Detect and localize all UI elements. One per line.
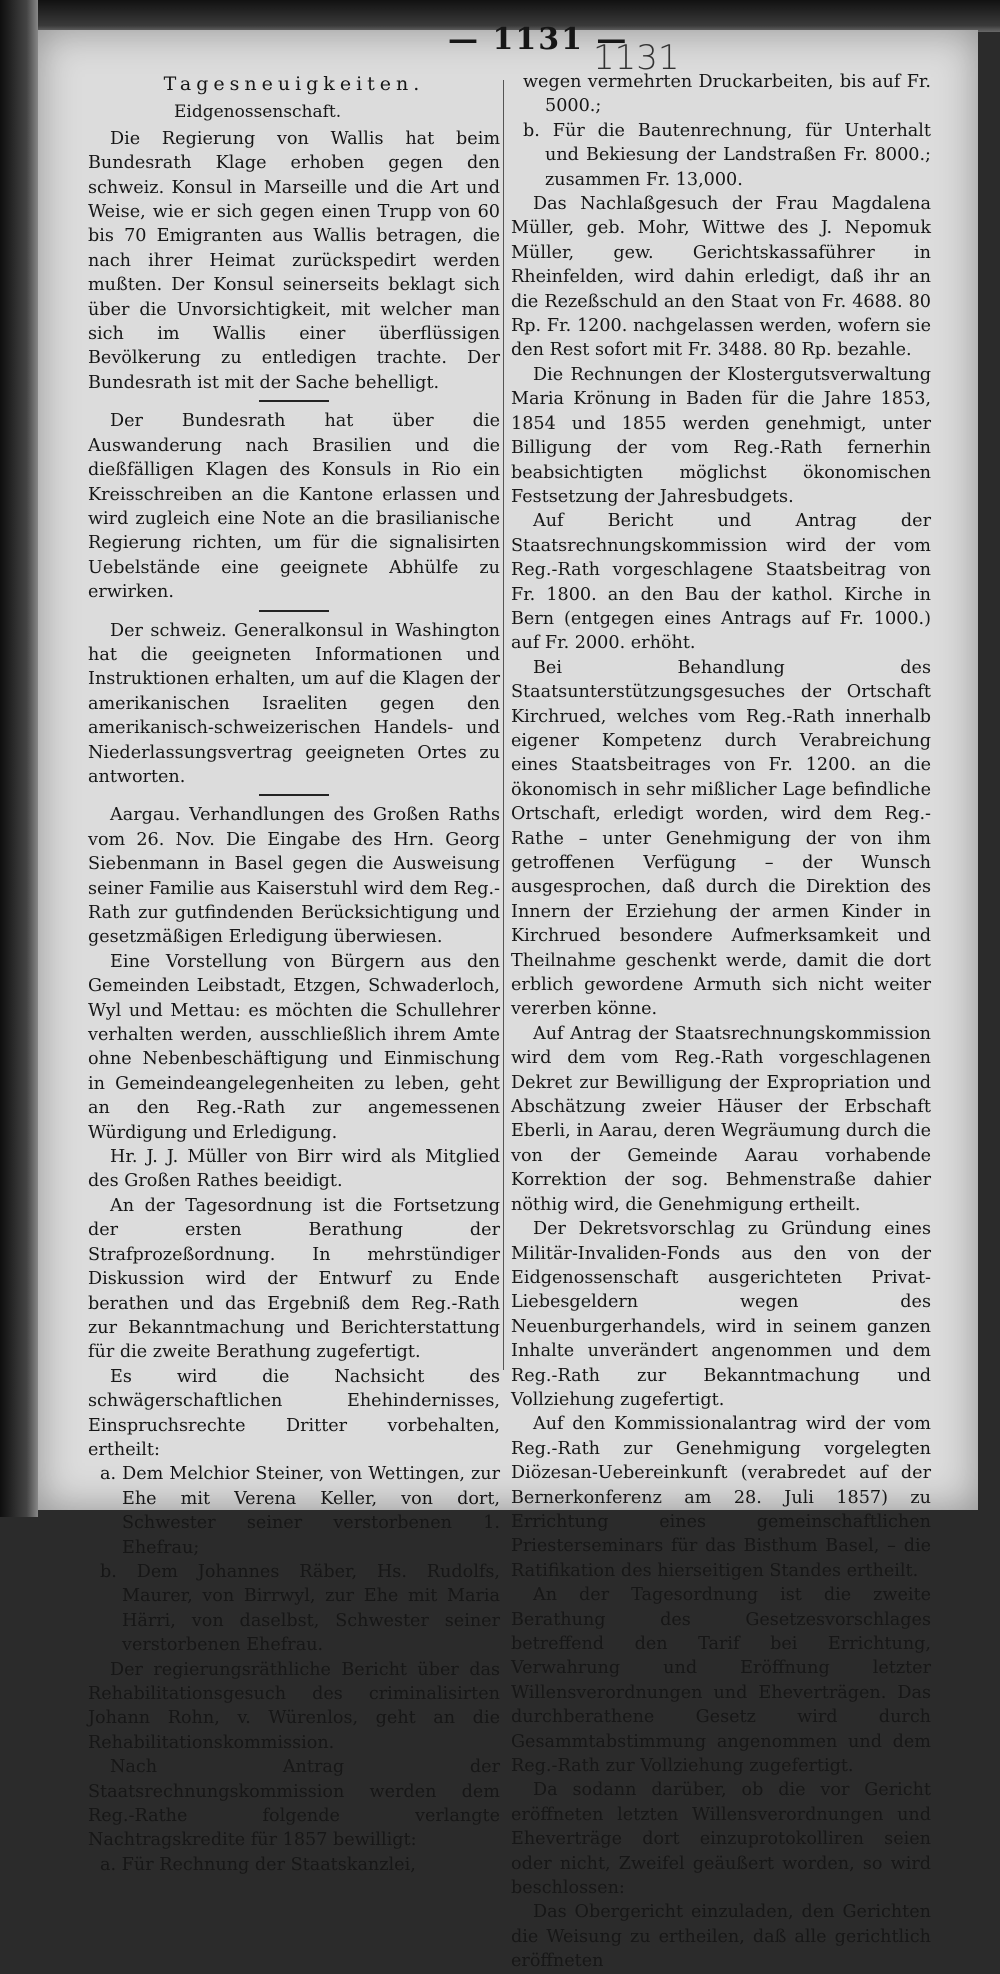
article-paragraph: An der Tagesordnung ist die zweite Berathung des Gesetzesvorschlages betreffend den Tarif bei Errichtung, Verwahrung und Eröffnung letzter Willensverordnungen und Eheverträgen. Das durchberathene Gesetz wird durch Gesammtabstimmung angenommen und dem Reg.-Rath zur Vollziehung zugefertigt. [511, 1585, 931, 1777]
article-paragraph: Es wird die Nachsicht des schwägerschaftlichen Ehehindernisses, Einspruchsrechte Dritter vorbehalten, ertheilt: [88, 1366, 500, 1460]
article-paragraph: Aargau. Verhandlungen des Großen Raths vom 26. Nov. Die Eingabe des Hrn. Georg Siebenmann in Basel gegen die Ausweisung seiner Familie aus Kaiserstuhl wird dem Reg.-Rath zur gutfindenden Berücksichtigung und gesetzmäßigen Erledigung überwiesen. [88, 805, 500, 948]
article-paragraph: Eine Vorstellung von Bürgern aus den Gemeinden Leibstadt, Etzgen, Schwaderloch, Wyl und Mettau: es möchten die Schullehrer verhalten werden, ausschließlich ihrem Amte ohne Nebenbeschäftigung und Einmischung in Gemeindeangelegenheiten zu leben, geht an den Reg.-Rath zur angemessenen Würdigung und Erledigung. [88, 951, 500, 1143]
separator-rule [259, 400, 329, 402]
separator-rule [259, 794, 329, 796]
page-number: — 1131 — [448, 22, 629, 57]
article-paragraph: Nach Antrag der Staatsrechnungskommission werden dem Reg.-Rathe folgende verlangte Nachtragskredite für 1857 bewilligt: [88, 1757, 500, 1851]
newspaper-page [38, 22, 978, 1972]
list-item-continuation: wegen vermehrten Druckarbeiten, bis auf Fr. 5000.; [523, 72, 931, 117]
column-divider [503, 80, 504, 1370]
section-title: Tagesneuigkeiten. [163, 73, 425, 95]
subsection-title: Eidgenossenschaft. [174, 102, 342, 123]
list-item: b. Dem Johannes Räber, Hs. Rudolfs, Maurer, von Birrwyl, zur Ehe mit Maria Härri, von daselbst, Schwester seiner verstorbenen Ehefrau. [100, 1561, 500, 1656]
article-paragraph: Auf den Kommissionalantrag wird der vom Reg.-Rath zur Genehmigung vorgelegten Diözesan-Uebereinkunft (verabredet auf der Bernerkonferenz am 28. Juli 1857) zu Errichtung eines gemeinschaftlichen Priesterseminars für das Bisthum Basel, – die Ratifikation des hierseitigen Standes ertheilt. [511, 1414, 931, 1581]
article-paragraph: Der Bundesrath hat über die Auswanderung nach Brasilien und die dießfälligen Klagen des Konsuls in Rio ein Kreisschreiben an die Kantone erlassen und wird zugleich eine Note an die brasilianische Regierung richten, um für die signalisirten Uebelstände eine geeignete Abhülfe zu erwirken. [88, 411, 500, 603]
list-item: b. Für die Bautenrechnung, für Unterhalt und Bekiesung der Landstraßen Fr. 8000.; zusammen Fr. 13,000. [523, 120, 931, 190]
article-paragraph: Das Nachlaßgesuch der Frau Magdalena Müller, geb. Mohr, Wittwe des J. Nepomuk Müller, gew. Gerichtskassaführer in Rheinfelden, wird dahin erledigt, daß ihr an die Rezeßschuld an den Staat von Fr. 4688. 80 Rp. Fr. 1200. nachgelassen werden, wofern sie den Rest sofort mit Fr. 3488. 80 Rp. bezahle. [511, 194, 931, 361]
article-paragraph: Der Dekretsvorschlag zu Gründung eines Militär-Invaliden-Fonds aus den von der Eidgenossenschaft ausgerichteten Privat-Liebesgeldern wegen des Neuenburgerhandels, wird in seinem ganzen Inhalte unverändert angenommen und dem Reg.-Rath zur Bekanntmachung und Vollziehung zugefertigt. [511, 1219, 931, 1410]
article-paragraph: Da sodann darüber, ob die vor Gericht eröffneten letzten Willensverordnungen und Eheverträge dort einzuprotokolliren seien oder nicht, Zweifel geäußert worden, so wird beschlossen: [511, 1780, 931, 1899]
article-paragraph: Auf Antrag der Staatsrechnungskommission wird dem vom Reg.-Rath vorgeschlagenen Dekret zur Bewilligung der Expropriation und Abschätzung zweier Häuser der Erbschaft Eberli, in Aarau, deren Wegräumung durch die von der Gemeinde Aarau vorhabende Korrektion der sog. Behmenstraße dahier nöthig wird, die Genehmigung ertheilt. [511, 1023, 931, 1215]
article-paragraph: Der regierungsräthliche Bericht über das Rehabilitationsgesuch des criminalisirten Johann Rohn, v. Würenlos, geht an die Rehabilitationskommission. [88, 1659, 500, 1753]
article-paragraph: An der Tagesordnung ist die Fortsetzung der ersten Berathung der Strafprozeßordnung. In mehrstündiger Diskussion wird der Entwurf zu Ende berathen und das Ergebniß dem Reg.-Rath zur Bekanntmachung und Berichterstattung für die zweite Berathung zugefertigt. [88, 1195, 500, 1363]
article-paragraph: Auf Bericht und Antrag der Staatsrechnungskommission wird der vom Reg.-Rath vorgeschlagene Staatsbeitrag von Fr. 1800. an den Bau der kathol. Kirche in Bern (entgegen eines Antrags auf Fr. 1000.) auf Fr. 2000. erhöht. [511, 511, 931, 654]
binding-edge [0, 0, 38, 1517]
article-paragraph: Der schweiz. Generalkonsul in Washington hat die geeigneten Informationen und Instruktionen erhalten, um auf die Klagen der amerikanischen Israeliten gegen den amerikanisch-schweizerischen Handels- und Niederlassungsvertrag geeigneten Ortes zu antworten. [88, 620, 500, 787]
article-paragraph: Die Regierung von Wallis hat beim Bundesrath Klage erhoben gegen den schweiz. Konsul in Marseille und die Art und Weise, wie er sich gegen einen Trupp von 60 bis 70 Emigranten aus Wallis betragen, die nach ihrer Heimat zurückspedirt werden mußten. Der Konsul seinerseits beklagt sich über die Unvorsichtigkeit, mit welcher man sich im Wallis einer überflüssigen Bevölkerung zu entledigen trachte. Der Bundesrath ist mit der Sache behelligt. [88, 128, 500, 393]
handwritten-page-number: 1131 [593, 38, 680, 78]
separator-rule [259, 610, 329, 612]
list-item: a. Für Rechnung der Staatskanzlei, [100, 1854, 416, 1875]
article-paragraph: Das Obergericht einzuladen, den Gerichten die Weisung zu ertheilen, daß alle gerichtlich eröffneten [511, 1902, 931, 1972]
right-column [511, 70, 931, 1974]
article-paragraph: Hr. J. J. Müller von Birr wird als Mitglied des Großen Rathes beeidigt. [88, 1147, 500, 1192]
article-paragraph: Die Rechnungen der Klostergutsverwaltung Maria Krönung in Baden für die Jahre 1853, 1854 und 1855 werden genehmigt, unter Billigung der vom Reg.-Rath fernerhin beabsichtigten möglichst ökonomischen Festsetzung der Jahresbudgets. [511, 364, 931, 507]
list-item: a. Dem Melchior Steiner, von Wettingen, zur Ehe mit Verena Keller, von dort, Schwester seiner verstorbenen 1. Ehefrau; [100, 1464, 500, 1558]
left-column [88, 70, 500, 1877]
article-paragraph: Bei Behandlung des Staatsunterstützungsgesuches der Ortschaft Kirchrued, welches vom Reg.-Rath innerhalb eigener Kompetenz durch Verabreichung eines Staatsbeitrages von Fr. 1200. an die ökonomisch in sehr mißlicher Lage befindliche Ortschaft, erledigt worden, wird dem Reg.-Rathe – unter Genehmigung der von ihm getroffenen Verfügung – der Wunsch ausgesprochen, daß durch die Direktion des Innern der Erziehung der armen Kinder in Kirchrued besondere Aufmerksamkeit und Theilnahme geschenkt werde, damit die dort erblich gewordene Armuth sich nicht weiter vererben könne. [511, 657, 931, 1020]
